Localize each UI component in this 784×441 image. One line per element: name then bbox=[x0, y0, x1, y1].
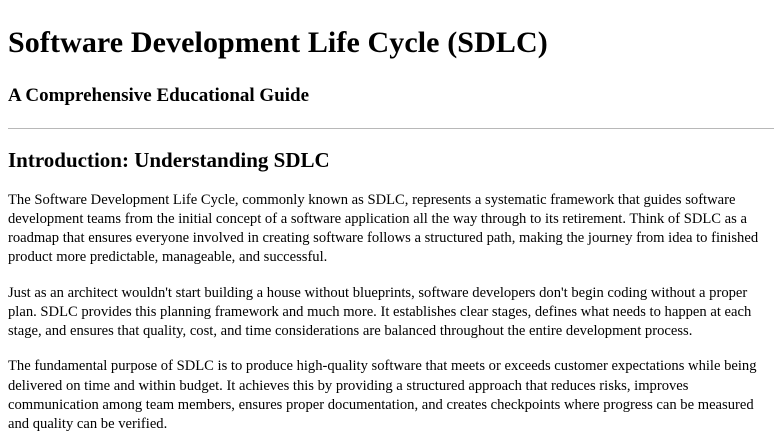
title-divider bbox=[8, 128, 774, 129]
section-heading-introduction: Introduction: Understanding SDLC bbox=[8, 148, 330, 173]
paragraph: The Software Development Life Cycle, commonly known as SDLC, represents a systematic framework that guides software development teams from the initial concept of a software application all the way through to its retirement. Think of SDLC as a roadmap that ensures everyone involved in creating software follows a structured path, making the journey from idea to finished product more predictable, manageable, and successful. bbox=[8, 191, 759, 266]
page-title: Software Development Life Cycle (SDLC) bbox=[8, 26, 548, 59]
paragraph: The fundamental purpose of SDLC is to produce high-quality software that meets or exceeds customer expectations while being delivered on time and within budget. It achieves this by providing a structured approach that reduces risks, improves communication among team members, ensures proper documentation, and creates checkpoints where progress can be measured and quality can be verified. bbox=[8, 358, 757, 433]
paragraph: Just as an architect wouldn't start building a house without blueprints, software developers don't begin coding without a proper plan. SDLC provides this planning framework and much more. It establishes clear stages, defines what needs to happen at each stage, and ensures that quality, cost, and time considerations are balanced throughout the entire development process. bbox=[8, 284, 752, 340]
page-subtitle: A Comprehensive Educational Guide bbox=[8, 84, 310, 106]
